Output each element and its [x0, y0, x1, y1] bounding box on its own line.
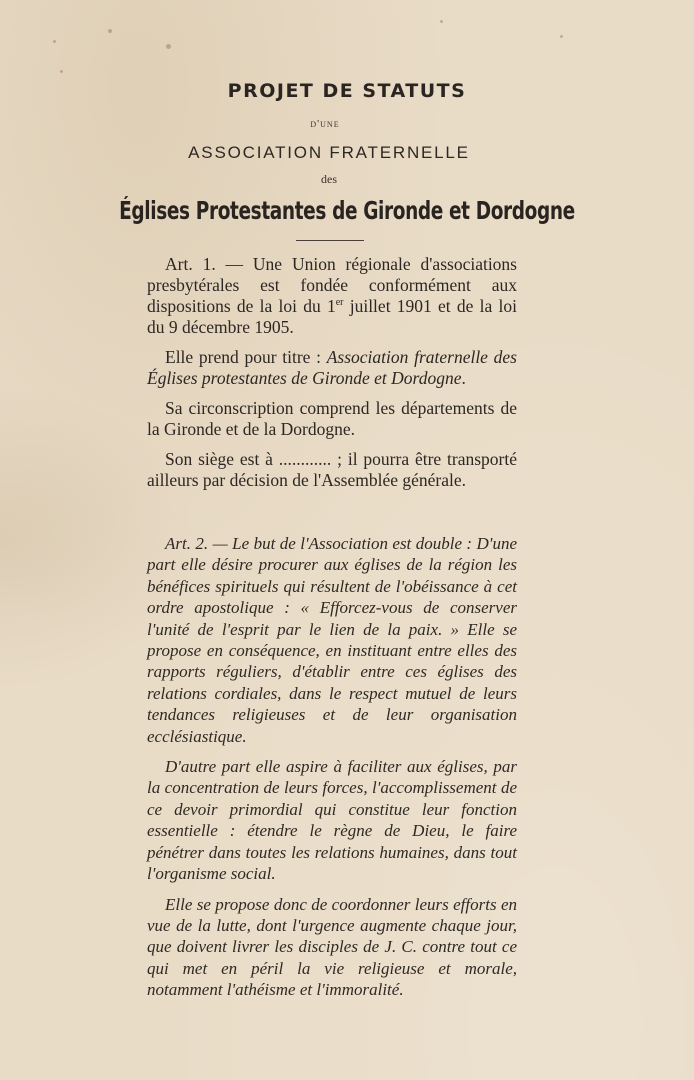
- article-1-paragraph-3: Sa circonscription comprend les départements de la Gironde et de la Dordogne.: [147, 398, 517, 439]
- document-subtitle-association: ASSOCIATION FRATERNELLE: [188, 143, 470, 162]
- title-intro-text: Elle prend pour titre :: [165, 347, 327, 367]
- article-2-paragraph-1: Art. 2. — Le but de l'Association est double : D'une part elle désire procurer aux églises de la région les bénéfices spirituels qui résultent de l'obéissance à cet ordre apostolique : « Efforcez-vous de conserver l'unité de l'esprit par le lien de la paix. » Elle se propose en conséquence, en instituant entre elles des rapports réguliers, d'établir entre ces églises des relations cordiales, dans le respect mutuel de leurs tendances religieuses et de leur organisation ecclésiastique.: [147, 534, 517, 746]
- article-1-paragraph-4: Son siège est à ............ ; il pourra être transporté ailleurs par décision de l'Assemblée générale.: [147, 449, 517, 490]
- document-subtitle-dune: d'une: [310, 118, 340, 130]
- paper-speck: [108, 29, 112, 33]
- article-1-paragraph-1: [147, 254, 517, 338]
- article-2-paragraph-3: Elle se propose donc de coordonner leurs efforts en vue de la lutte, dont l'urgence augmente chaque jour, que doivent livrer les disciples de J. C. contre tout ce qui met en péril la vie religieuse et morale, notamment l'athéisme et l'immoralité.: [147, 894, 517, 1000]
- association-name: Association fraternelle des Églises protestantes de Gironde et Dordogne: [147, 347, 517, 388]
- document-subtitle-des: des: [321, 172, 337, 186]
- paper-speck: [166, 44, 171, 49]
- article-1: [147, 254, 517, 500]
- article-1-paragraph-2: [147, 347, 517, 389]
- paper-speck: [440, 20, 443, 23]
- paper-speck: [60, 70, 63, 73]
- document-subtitle-churches: Églises Protestantes de Gironde et Dordogne: [119, 196, 575, 225]
- paper-speck: [53, 40, 56, 43]
- document-title: PROJET DE STATUTS: [227, 80, 467, 102]
- title-divider: [296, 240, 364, 241]
- article-2-paragraph-2: D'autre part elle aspire à faciliter aux églises, par la concentration de leurs forces, l'accomplissement de ce devoir primordial qui constitue leur fonction essentielle : étendre le règne de Dieu, le faire pénétrer dans toutes les relations humaines, dans tout l'organisme social.: [147, 757, 517, 884]
- period: .: [461, 368, 466, 388]
- article-1-text-end: juillet 1901 et de la loi du 9 décembre 1905.: [147, 296, 518, 337]
- article-2: [147, 533, 517, 1010]
- paper-speck: [560, 35, 563, 38]
- article-1-text: Art. 1. — Une Union régionale d'associations presbytérales est fondée conformément aux dispositions de la loi du 1: [147, 254, 517, 316]
- ordinal-superscript: er: [335, 297, 344, 308]
